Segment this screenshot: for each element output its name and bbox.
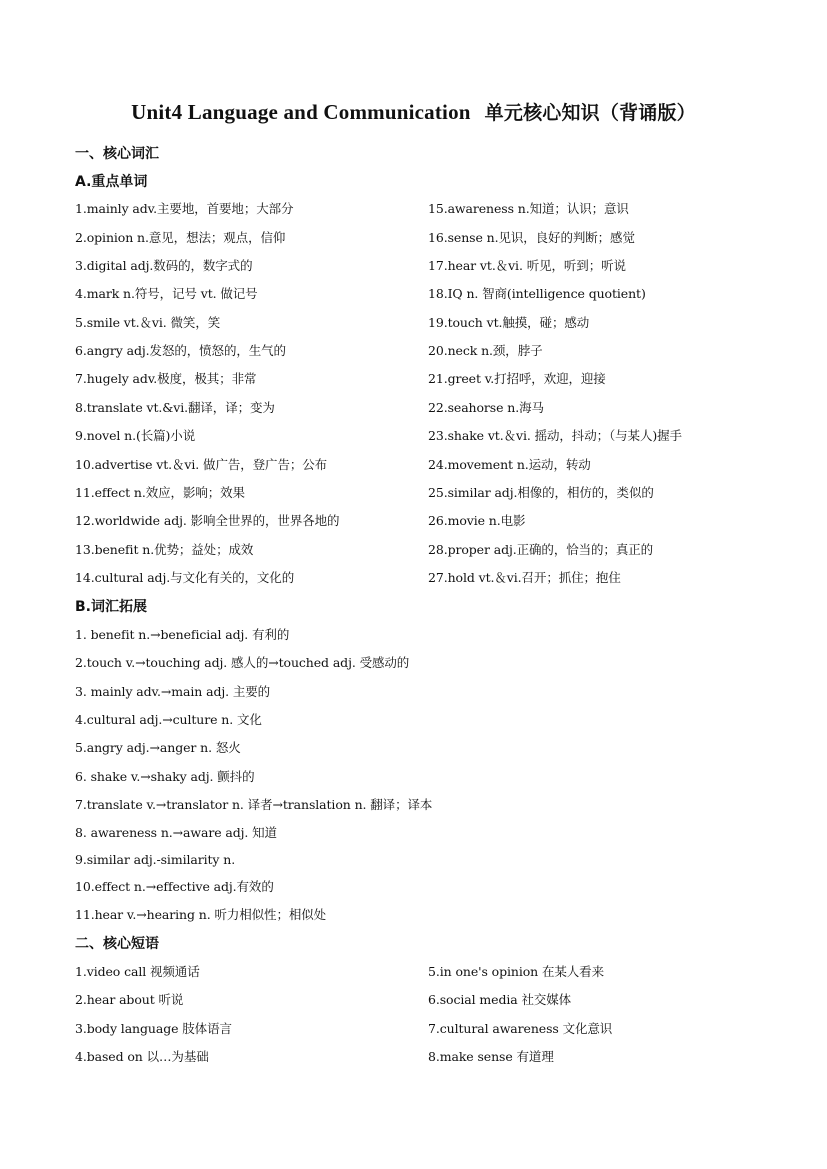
word-item: 27.hold vt.＆vi.召开；抓住；抱住 bbox=[428, 570, 621, 585]
section-heading-core-vocabulary: 一、核心词汇 bbox=[75, 146, 159, 162]
phrase-item: 4.based on 以…为基础 bbox=[75, 1049, 209, 1064]
word-item: 18.IQ n. 智商(intelligence quotient) bbox=[428, 286, 646, 301]
word-item: 25.similar adj.相像的，相仿的，类似的 bbox=[428, 485, 654, 500]
word-item: 11.effect n.效应，影响；效果 bbox=[75, 485, 245, 500]
phrase-item: 2.hear about 听说 bbox=[75, 992, 184, 1007]
phrase-item: 1.video call 视频通话 bbox=[75, 964, 200, 979]
word-item: 14.cultural adj.与文化有关的，文化的 bbox=[75, 570, 295, 585]
word-item: 22.seahorse n.海马 bbox=[428, 400, 544, 415]
expansion-item: 8. awareness n.→aware adj. 知道 bbox=[75, 825, 277, 840]
word-item: 4.mark n.符号，记号 vt. 做记号 bbox=[75, 286, 258, 301]
phrase-item: 7.cultural awareness 文化意识 bbox=[428, 1021, 613, 1036]
word-item: 16.sense n.见识，良好的判断；感觉 bbox=[428, 230, 635, 245]
word-item: 6.angry adj.发怒的，愤怒的，生气的 bbox=[75, 343, 286, 358]
word-item: 20.neck n.颈，脖子 bbox=[428, 343, 543, 358]
word-item: 5.smile vt.＆vi. 微笑，笑 bbox=[75, 315, 221, 330]
word-item: 7.hugely adv.极度，极其；非常 bbox=[75, 371, 257, 386]
word-item: 17.hear vt.＆vi. 听见，听到；听说 bbox=[428, 258, 626, 273]
word-item: 12.worldwide adj. 影响全世界的，世界各地的 bbox=[75, 513, 340, 528]
expansion-item: 4.cultural adj.→culture n. 文化 bbox=[75, 712, 262, 727]
word-item: 8.translate vt.&vi.翻译，译；变为 bbox=[75, 400, 275, 415]
word-item: 3.digital adj.数码的，数字式的 bbox=[75, 258, 253, 273]
subheading-vocabulary-expansion: B.词汇拓展 bbox=[75, 599, 147, 615]
title-chinese: 单元核心知识（背诵版） bbox=[484, 102, 696, 124]
phrase-item: 6.social media 社交媒体 bbox=[428, 992, 572, 1007]
section-heading-core-phrases: 二、核心短语 bbox=[75, 936, 159, 952]
expansion-item: 3. mainly adv.→main adj. 主要的 bbox=[75, 684, 271, 699]
word-item: 10.advertise vt.＆vi. 做广告，登广告；公布 bbox=[75, 457, 328, 472]
expansion-item: 1. benefit n.→beneficial adj. 有利的 bbox=[75, 627, 290, 642]
expansion-item: 2.touch v.→touching adj. 感人的→touched adj. 受感动的 bbox=[75, 655, 410, 670]
word-item: 21.greet v.打招呼，欢迎，迎接 bbox=[428, 371, 606, 386]
subheading-key-words: A.重点单词 bbox=[75, 174, 148, 190]
word-item: 13.benefit n.优势；益处；成效 bbox=[75, 542, 254, 557]
phrase-item: 5.in one's opinion 在某人看来 bbox=[428, 964, 604, 979]
title-english: Unit4 Language and Communication bbox=[131, 100, 471, 124]
expansion-item: 5.angry adj.→anger n. 怒火 bbox=[75, 740, 241, 755]
word-item: 2.opinion n.意见，想法；观点，信仰 bbox=[75, 230, 286, 245]
expansion-item: 10.effect n.→effective adj.有效的 bbox=[75, 879, 274, 894]
page-title bbox=[0, 98, 827, 125]
word-item: 15.awareness n.知道；认识；意识 bbox=[428, 201, 629, 216]
phrase-item: 3.body language 肢体语言 bbox=[75, 1021, 232, 1036]
word-item: 1.mainly adv.主要地，首要地；大部分 bbox=[75, 201, 294, 216]
phrase-item: 8.make sense 有道理 bbox=[428, 1049, 554, 1064]
word-item: 23.shake vt.＆vi. 摇动，抖动；（与某人)握手 bbox=[428, 428, 682, 443]
word-item: 26.movie n.电影 bbox=[428, 513, 526, 528]
word-item: 28.proper adj.正确的，恰当的；真正的 bbox=[428, 542, 654, 557]
word-item: 24.movement n.运动，转动 bbox=[428, 457, 591, 472]
expansion-item: 9.similar adj.-similarity n. bbox=[75, 852, 236, 867]
expansion-item: 11.hear v.→hearing n. 听力相似性；相似处 bbox=[75, 907, 327, 922]
word-item: 19.touch vt.触摸，碰；感动 bbox=[428, 315, 590, 330]
expansion-item: 6. shake v.→shaky adj. 颤抖的 bbox=[75, 769, 255, 784]
word-item: 9.novel n.(长篇)小说 bbox=[75, 428, 196, 443]
expansion-item: 7.translate v.→translator n. 译者→translation n. 翻译；译本 bbox=[75, 797, 433, 812]
